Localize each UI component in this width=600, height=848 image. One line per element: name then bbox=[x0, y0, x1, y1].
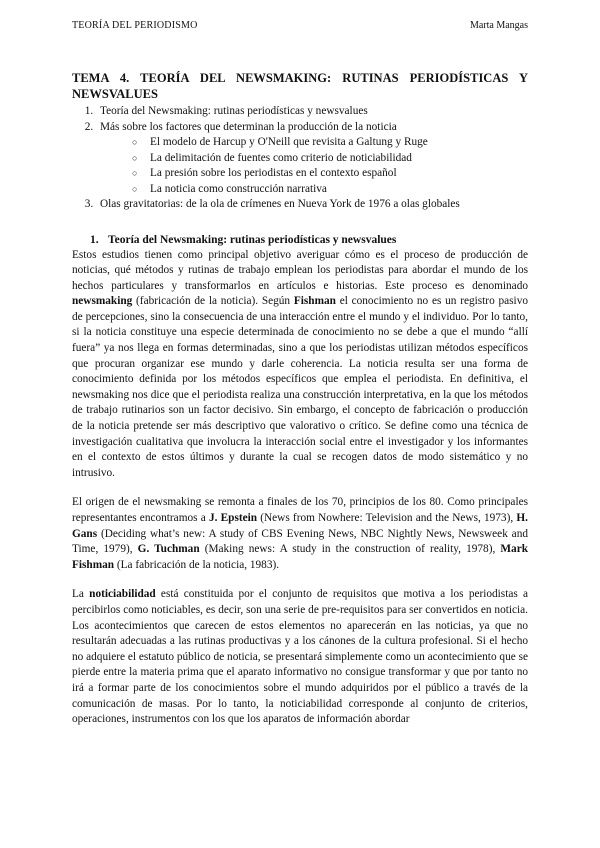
circle-bullet-icon: ○ bbox=[132, 168, 138, 178]
paragraph-noticiabilidad: La noticiabilidad está constituida por el conjunto de requisitos que motiva a los periodistas a percibirlos como noticiables, es decir, son una serie de pre-requisitos para ser convertidos en noticia. Los acontecimientos que carecen de estos elementos no aparecerán en las noticias, ya que no resultarán adecuadas a las rutinas productivas y a los cánones de la cultura profesional. Si el hecho no adquiere el estatuto público de noticia, se presentará simplemente como un acontecimiento que se pierde entre la materia prima que el aparato informativo no consigue transformar y que por tanto no irá a formar parte de los conocimientos sobre el mundo adquiridos por el público a través de la comunicación de masas. Por lo tanto, la noticiabilidad corresponde al conjunto de criterios, operaciones, instrumentos con los que los aparatos de información abordar bbox=[72, 588, 529, 726]
toc-item: 1. Teoría del Newsmaking: rutinas periodísticas y newsvalues bbox=[96, 104, 528, 120]
paragraph-newsmaking: Estos estudios tienen como principal objetivo averiguar cómo es el proceso de producción de noticias, qué métodos y rutinas de trabajo emplean los periodistas para abordar el mundo de los hechos particulares y transformarlos en artículos e historias. Este proceso es denominado newsmaking (fabricación de la noticia). Según Fishman el conocimiento no es un registro pasivo de percepciones, sino la consecuencia de una interacción entre el mundo y el individuo. Por lo tanto, si la noticia constituye una especie determinada de conocimiento no se debe a que el mundo “allí fuera” ya nos llega en formas determinadas, sino a que los periodistas utilizan métodos específicos que procuran organizar ese mundo y darle coherencia. La noticia resulta ser una forma de conocimiento definida por los métodos específicos que emplea el periodista. En definitiva, el newsmaking nos dice que el periodista realiza una construcción interpretativa, en la que los métodos de trabajo rutinarios son un factor decisivo. Sin embargo, el concepto de fabricación o producción de la noticia pretende ser más descriptivo que valorativo o crítico. Se define como una técnica de investigación cualitativa que involucra la interacción social entre el investigador y los informantes en el contexto de estos últimos y durante la cual se recogen datos de modo sistemático y no intrusivo. bbox=[72, 248, 528, 479]
toc-subitem: ○ El modelo de Harcup y O'Neill que revisita a Galtung y Ruge bbox=[132, 135, 528, 151]
toc-sublist bbox=[100, 135, 528, 197]
header-author: Marta Mangas bbox=[469, 20, 528, 31]
toc-subitem: ○ La delimitación de fuentes como criterio de noticiabilidad bbox=[132, 151, 528, 167]
paragraph-origins: El origen de el newsmaking se remonta a finales de los 70, principios de los 80. Como principales representantes encontramos a J. Epstein (News from Nowhere: Television and the News, 1973), H. Gans (Deciding what’s new: A study of CBS Evening News, NBC Nightly News, Newsweek and Time, 1979), G. Tuchman (Making news: A study in the construction of reality, 1978), Mark Fishman (La fabricación de la noticia, 1983). bbox=[72, 496, 528, 571]
section-title: Teoría del Newsmaking: rutinas periodísticas y newsvalues bbox=[108, 233, 397, 246]
circle-bullet-icon: ○ bbox=[132, 183, 138, 194]
table-of-contents bbox=[72, 104, 528, 213]
toc-item: 2. Más sobre los factores que determinan la producción de la noticia ○ El modelo de Harcup y O'Neill que revisita a Galtung y Ruge ○ La delimitación de fuentes como criterio de noticiabilidad ○ La presión sobre los periodistas en el contexto español ○ La noticia como construcción narrativa bbox=[96, 120, 528, 198]
toc-subitem: ○ La presión sobre los periodistas en el contexto español bbox=[132, 166, 528, 182]
page-title: TEMA 4. TEORÍA DEL NEWSMAKING: RUTINAS PERIODÍSTICAS Y NEWSVALUES bbox=[72, 71, 528, 101]
toc-subitem: ○ La noticia como construcción narrativa bbox=[132, 182, 528, 198]
section-number: 1. bbox=[90, 233, 99, 246]
circle-bullet-icon: ○ bbox=[132, 137, 138, 147]
section-heading bbox=[72, 233, 528, 248]
toc-item: 3. Olas gravitatorias: de la ola de crímenes en Nueva York de 1976 a olas globales bbox=[96, 197, 528, 213]
document-content bbox=[72, 70, 528, 728]
circle-bullet-icon: ○ bbox=[132, 152, 138, 163]
header-course-title: TEORÍA DEL PERIODISMO bbox=[72, 20, 198, 31]
